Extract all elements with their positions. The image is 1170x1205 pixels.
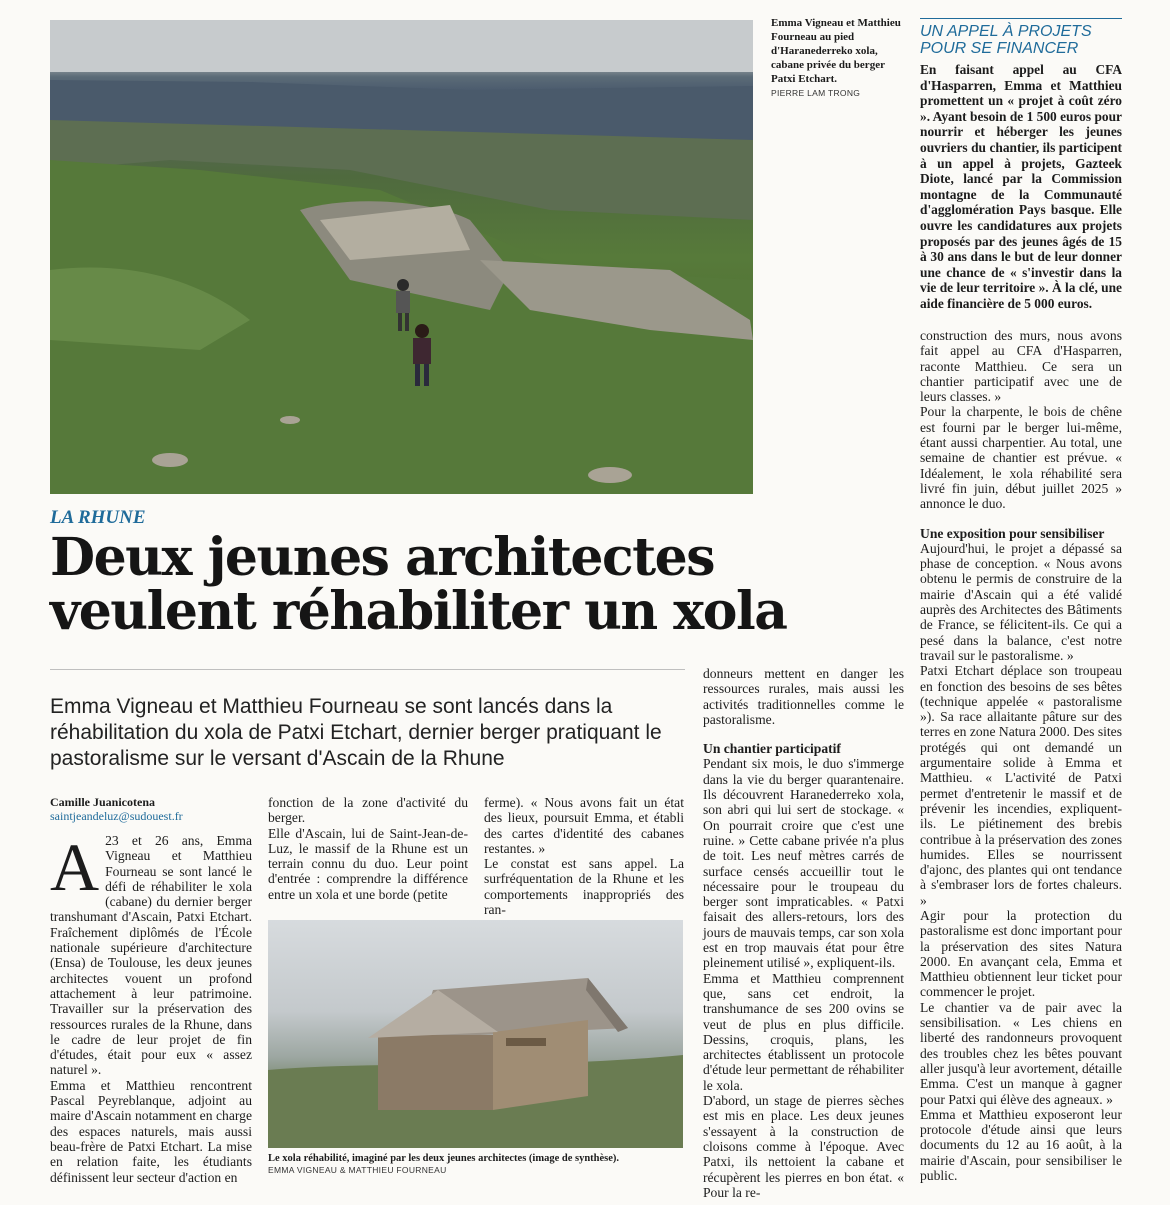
small-photo-caption: Le xola réhabilité, imaginé par les deux jeunes architectes (image de synthèse). — [268, 1153, 620, 1164]
main-photo-caption: Emma Vigneau et Matthieu Fourneau au pied d'Haranederreko xola, cabane privée du berger Patxi Etchart. — [771, 17, 901, 85]
col5-paragraph-5: Agir pour la protection du pastoralisme est donc important pour la préservation des sites Natura 2000. En avançant cela, Emma et Matthieu obtiennent leur ticket pour commencer le projet. — [920, 907, 1122, 1000]
sidebar-title: UN APPEL À PROJETS POUR SE FINANCER — [920, 23, 1092, 57]
headline: Deux jeunes architectes veulent réhabiliter un xola — [50, 527, 787, 642]
column-1 — [50, 795, 252, 1185]
small-photo-caption-block — [268, 1152, 683, 1175]
column-3 — [484, 795, 684, 917]
col5-paragraph-7: Emma et Matthieu exposeront leur protocole d'étude ainsi que leurs documents du 12 au 16 août, à la mairie d'Ascain, pour sensibiliser le public. — [920, 1106, 1122, 1184]
col4-paragraph-1: donneurs mettent en danger les ressources rurales, mais aussi les activités traditionnelles comme le pastoralisme. — [703, 666, 904, 727]
col5-paragraph-2: Pour la charpente, le bois de chêne est fourni par le berger lui-même, étant aussi charpentier. Au total, une semaine de chantier est prévue. « Idéalement, le xola réhabilité sera livré fin juin, début juillet 2025 » annonce le duo. — [920, 404, 1122, 512]
col4-subhead: Un chantier participatif — [703, 741, 841, 757]
column-5 — [920, 328, 1122, 1183]
sidebar-body: En faisant appel au CFA d'Hasparren, Emma et Matthieu promettent un « projet à coût zéro ». Ayant besoin de 1 500 euros pour nourrir et héberger les jeunes ouvriers du chantier, ils participent à un appel à projets, Gazteek Diote, lancé par la Commission montagne de la Communauté d'agglomération Pays basque. Elle ouvre les candidatures aux projets proposés par des jeunes âgés de 15 à 30 ans dans le but de leur donner une chance de « s'investir dans la vie de leur territoire ». À la clé, une aide financière de 5 000 euros. — [920, 62, 1122, 311]
col3-paragraph-2: Le constat est sans appel. La surfréquentation de la Rhune et les comportements inappropriés des ran- — [484, 856, 684, 918]
byline-author: Camille Juanicotena — [50, 795, 155, 809]
cabin-illustration — [268, 920, 683, 1148]
dropcap: A — [50, 829, 100, 905]
col2-paragraph-2: Elle d'Ascain, lui de Saint-Jean-de-Luz, le massif de la Rhune est un terrain connu du duo. Leur point d'entrée : comprendre la différence entre un xola et une borde (petite — [268, 825, 468, 902]
col5-paragraph-6: Le chantier va de pair avec la sensibilisation. « Les chiens en liberté des randonneurs provoquent des troubles chez les bêtes pouvant aller jusqu'à leur avortement, détaille Emma. C'est un manque à gagner pour Patxi qui élève des agneaux. » — [920, 999, 1122, 1107]
col4-paragraph-2: Pendant six mois, le duo s'immerge dans la vie du berger quarantenaire. Ils découvrent Haranederreko xola, son abri qui lui sert de stockage. « On pourrait croire que c'est une ruine. » Cette cabane privée n'a plus de toit. Les neuf mètres carrés de surface censés accueillir tout le nécessaire pour le troupeau du berger sont impraticables. « Patxi faisait des allers-retours, lors des jours de mauvais temps, car son xola est en trop mauvais état pour être pleinement utilisé », expliquent-ils. — [703, 756, 904, 971]
main-photo-credit: PIERRE LAM TRONG — [771, 88, 861, 98]
col4-paragraph-4: D'abord, un stage de pierres sèches est mis en place. Les deux jeunes s'essayent à la construction de cloisons comme à l'époque. Avec Patxi, ils nettoient la cabane et récupèrent les pierres en bon état. « Pour la re- — [703, 1093, 904, 1200]
standfirst-rule — [50, 669, 685, 670]
kicker: LA RHUNE — [50, 507, 146, 528]
col5-paragraph-3: Aujourd'hui, le projet a dépassé sa phase de conception. « Nous avons obtenu le permis de construire de la mairie d'Ascain qui a été validé auprès des Architectes des Bâtiments de France, se félicitent-ils. Ce qui a pesé dans la balance, c'est notre travail sur le pastoralisme. » — [920, 540, 1122, 663]
col2-paragraph-1: fonction de la zone d'activité du berger. — [268, 795, 468, 826]
column-4 — [703, 666, 904, 1200]
main-photo-caption-block — [771, 16, 911, 98]
sidebar-box — [920, 18, 1122, 312]
standfirst: Emma Vigneau et Matthieu Fourneau se sont lancés dans la réhabilitation du xola de Patxi Etchart, dernier berger pratiquant le pastoralisme sur le versant d'Ascain de la Rhune — [50, 695, 662, 770]
sidebar-rule — [920, 18, 1122, 19]
col5-paragraph-4: Patxi Etchart déplace son troupeau en fonction des besoins de ses bêtes (technique appelée « pastoralisme »). Sa race allaitante pâture sur des terres en zone Natura 2000. Des sites protégés qui ont demandé un argumentaire solide à Emma et Matthieu. « L'activité de Patxi permet d'entretenir le massif et de prévenir les incendies, expliquent-ils. Le piétinement des brebis contribue à la préservation des zones humides. Elles se nourrissent d'ajonc, des plantes qui ont tendance à s'embraser lors de fortes chaleurs. » — [920, 663, 1122, 908]
col3-paragraph-1: ferme). « Nous avons fait un état des lieux, poursuit Emma, et établi des cartes d'identité des cabanes restantes. » — [484, 795, 684, 856]
main-photo — [50, 20, 753, 494]
col1-paragraph-1: 23 et 26 ans, Emma Vigneau et Matthieu Fourneau se sont lancé le défi de réhabiliter le xola (cabane) du dernier berger transhumant d'Ascain, Patxi Etchart. Fraîchement diplômés de l'École nationale supérieure d'architecture (Ensa) de Toulouse, les deux jeunes architectes vouent un profond attachement à leur patrimoine. Travailler sur la préservation des ressources rurales de la Rhune, dans le cadre de leur projet de fin d'études, était pour eux « assez naturel ». — [50, 833, 252, 1078]
col4-paragraph-3: Emma et Matthieu comprennent que, sans cet endroit, la transhumance de ses 200 ovins se veut de plus en plus difficile. Dessins, croquis, plans, les architectes établissent un protocole d'étude leur permettant de réhabiliter le xola. — [703, 970, 904, 1093]
column-2 — [268, 795, 468, 902]
col5-paragraph-1: construction des murs, nous avons fait appel au CFA d'Hasparren, raconte Matthieu. Ce sera un chantier participatif avec une de leurs classes. » — [920, 328, 1122, 405]
col1-paragraph-2: Emma et Matthieu rencontrent Pascal Peyreblanque, adjoint au maire d'Ascain notamment en charge des espaces naturels, mais aussi beau-frère de Patxi Etchart. La mise en relation faite, les étudiants définissent leur secteur d'action en — [50, 1077, 252, 1185]
hillside-illustration — [50, 20, 753, 494]
byline-email[interactable]: saintjeandeluz@sudouest.fr — [50, 809, 183, 823]
small-photo-credit: EMMA VIGNEAU & MATTHIEU FOURNEAU — [268, 1165, 447, 1175]
small-photo — [268, 920, 683, 1148]
col5-subhead: Une exposition pour sensibiliser — [920, 525, 1105, 541]
